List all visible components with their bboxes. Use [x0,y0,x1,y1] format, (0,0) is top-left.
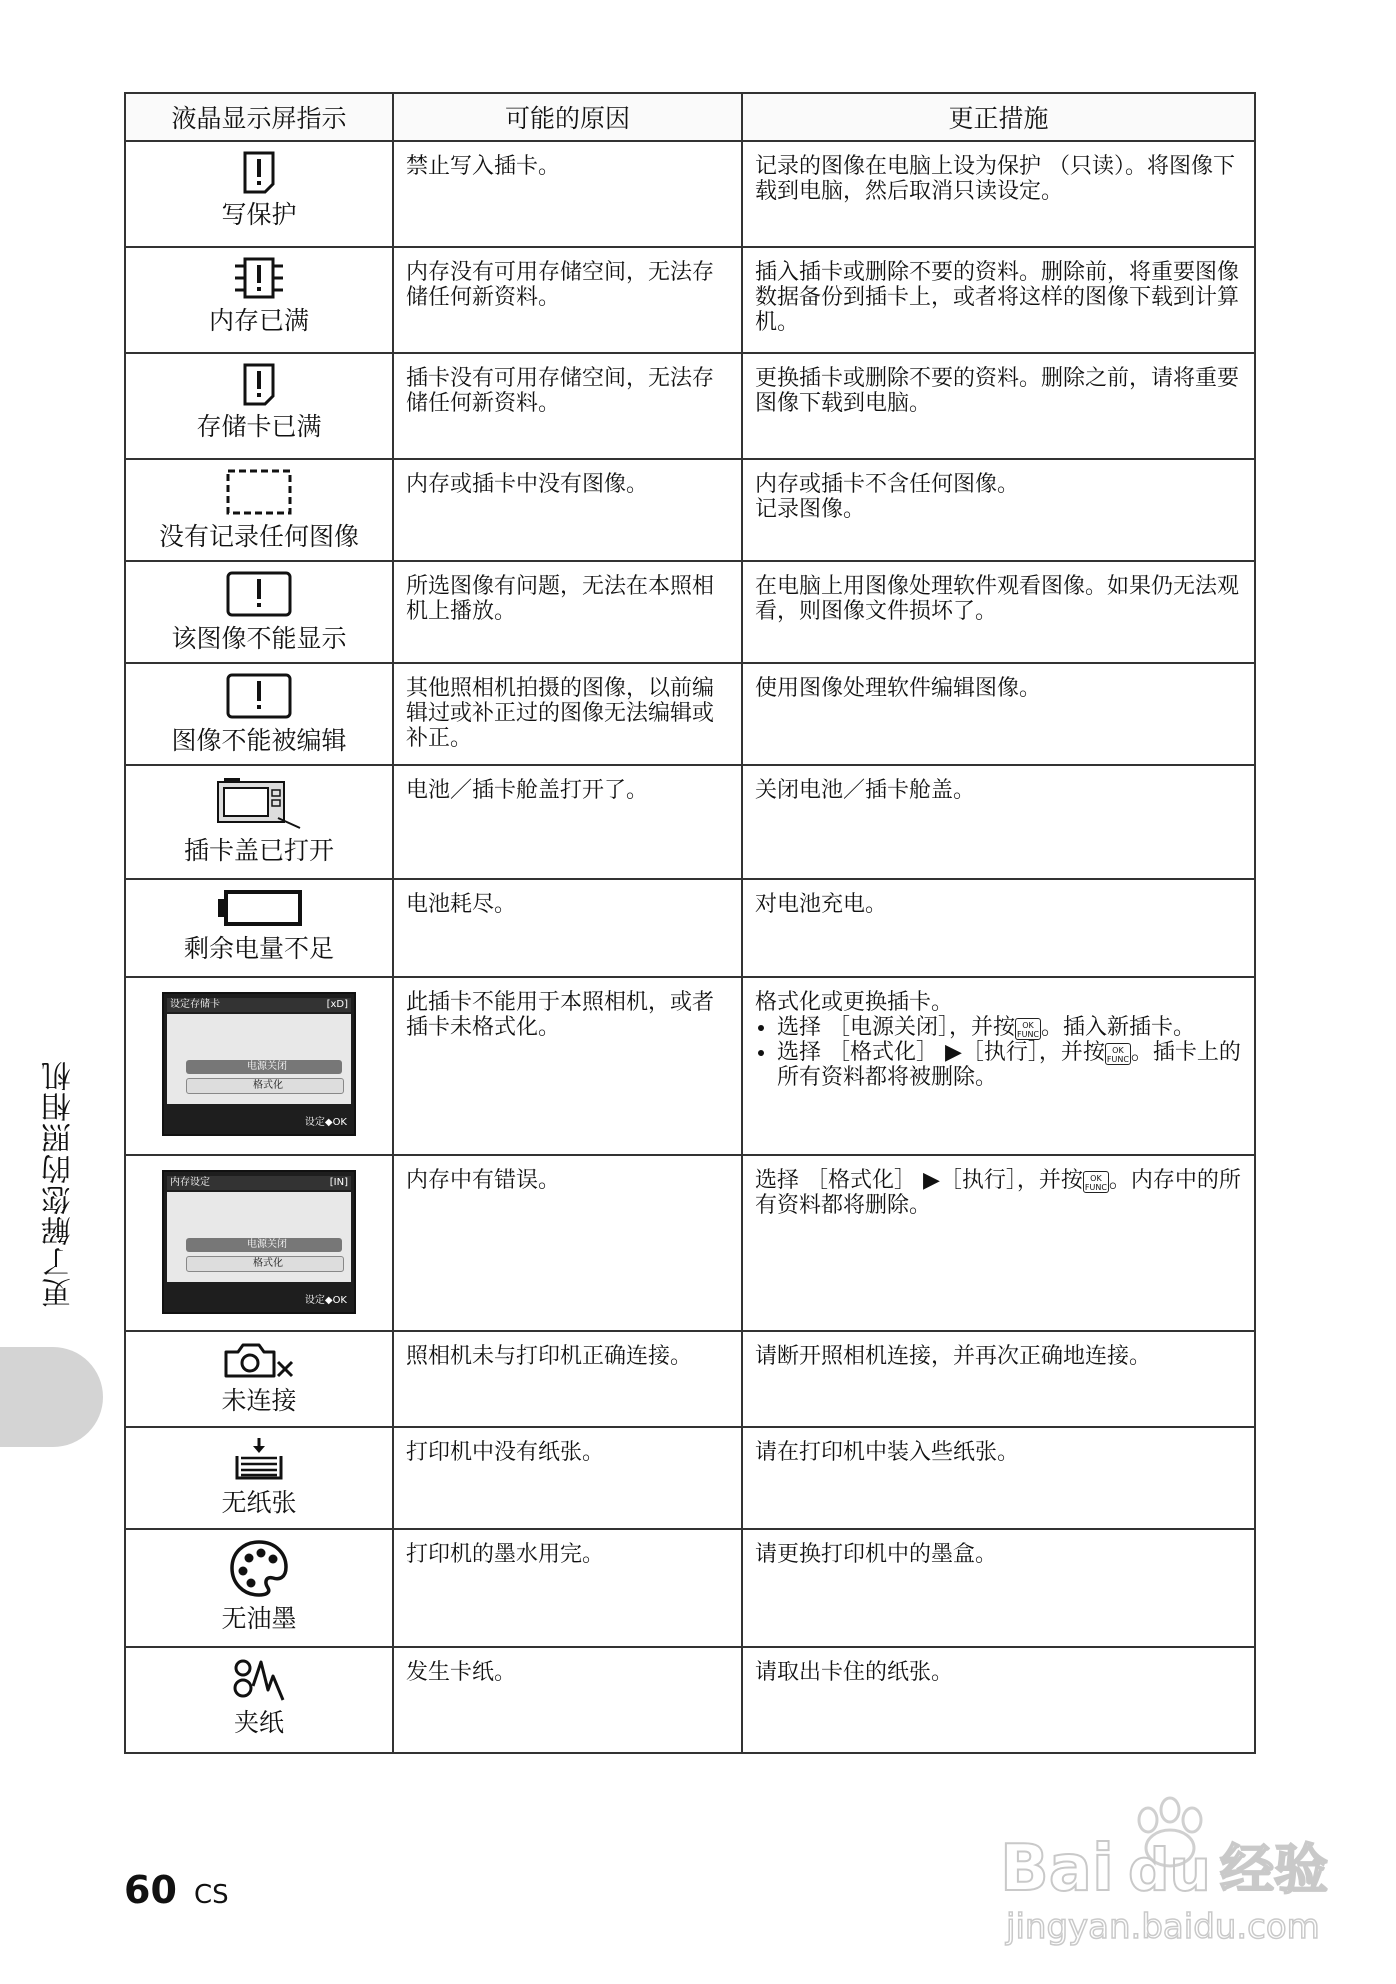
column-header-cause: 可能的原因 [393,93,742,141]
table-row [125,1331,1255,1427]
indicator-cell [125,977,393,1155]
ok-func-button-icon: OK FUNC [1083,1171,1109,1193]
table-header-row [125,93,1255,141]
card-write-protect-icon [242,150,276,194]
no-ink-icon [229,1538,289,1598]
table-row [125,879,1255,977]
table-row [125,141,1255,247]
remedy-cell: 记录的图像在电脑上设为保护 （只读）。将图像下载到电脑，然后取消只读设定。 [742,141,1255,247]
remedy-cell: 对电池充电。 [742,879,1255,977]
cause-cell: 所选图像有问题，无法在本照相机上播放。 [393,561,742,663]
remedy-text: 选择 ［格式化］ ▶［执行］，并按 [755,1168,1083,1193]
screen-title: 内存设定 [170,1177,210,1188]
ok-func-button-icon: OK FUNC [1105,1043,1131,1065]
remedy-cell [742,459,1255,561]
watermark-url: jingyan.baidu.com [1006,1907,1320,1947]
screen-title-bar [167,998,351,1012]
remedy-step [777,1040,1242,1090]
cause-cell: 内存没有可用存储空间，无法存储任何新资料。 [393,247,742,353]
menu-option-power-off: 电源关闭 [186,1060,342,1074]
no-paper-icon [229,1436,289,1482]
step-text: 。插入新插卡。 [1041,1015,1196,1040]
screen-badge: [xD] [326,999,348,1010]
menu-option-format: 格式化 [186,1078,344,1094]
cause-cell: 发生卡纸。 [393,1647,742,1753]
remedy-cell: 请取出卡住的纸张。 [742,1647,1255,1753]
table-row [125,1647,1255,1753]
screen-footer: 设定◆OK [304,1117,347,1128]
baidu-watermark [1000,1790,1380,1950]
indicator-label: 剩余电量不足 [183,934,334,963]
indicator-cell [125,353,393,459]
watermark-sub: 经验 [1220,1838,1328,1901]
remedy-steps [755,1015,1242,1090]
indicator-cell [125,879,393,977]
menu-option-format: 格式化 [186,1256,344,1272]
no-picture-icon [225,468,293,516]
card-cover-open-icon [214,774,304,830]
indicator-label: 无油墨 [221,1604,297,1633]
indicator-label: 未连接 [221,1386,297,1415]
table-row [125,765,1255,879]
indicator-label: 写保护 [221,200,297,229]
remedy-cell: 更换插卡或删除不要的资料。删除之前，请将重要图像下载到电脑。 [742,353,1255,459]
table-row [125,1155,1255,1331]
indicator-label: 无纸张 [221,1488,297,1517]
step-text: 选择 ［格式化］ ▶［执行］，并按 [777,1040,1105,1065]
indicator-cell [125,561,393,663]
page-number: 60 [124,1868,177,1912]
cause-cell: 打印机中没有纸张。 [393,1427,742,1529]
table-row [125,247,1255,353]
screen-footer: 设定◆OK [304,1295,347,1306]
indicator-cell [125,663,393,765]
camera-disconnected-icon [222,1340,296,1380]
error-message-table [124,92,1256,1754]
remedy-intro: 格式化或更换插卡。 [755,990,954,1015]
column-header-remedy: 更正措施 [742,93,1255,141]
remedy-text: 。内存中的所有资料都将删除。 [755,1168,1241,1218]
screen-title-bar [167,1176,351,1190]
watermark-brand2: du [1128,1836,1211,1904]
memory-setup-screen [162,1170,356,1314]
table-row [125,663,1255,765]
indicator-label: 没有记录任何图像 [158,522,359,551]
indicator-cell [125,141,393,247]
screen-badge: [IN] [329,1177,348,1188]
indicator-cell [125,1647,393,1753]
cause-cell: 插卡没有可用存储空间，无法存储任何新资料。 [393,353,742,459]
indicator-cell [125,1529,393,1647]
indicator-cell [125,247,393,353]
remedy-cell: 关闭电池／插卡舱盖。 [742,765,1255,879]
picture-error-icon [225,672,293,720]
column-header-display: 液晶显示屏指示 [125,93,393,141]
screen-title: 设定存储卡 [170,999,220,1010]
indicator-cell [125,765,393,879]
cause-cell: 禁止写入插卡。 [393,141,742,247]
cause-cell: 电池／插卡舱盖打开了。 [393,765,742,879]
indicator-label: 内存已满 [208,306,309,335]
remedy-cell: 使用图像处理软件编辑图像。 [742,663,1255,765]
remedy-cell: 请更换打印机中的墨盒。 [742,1529,1255,1647]
step-text: 选择 ［电源关闭］，并按 [777,1015,1015,1040]
remedy-cell: 插入插卡或删除不要的资料。删除前，将重要图像数据备份到插卡上，或者将这样的图像下载到计算机。 [742,247,1255,353]
table-row [125,977,1255,1155]
card-full-icon [242,362,276,406]
step-text: 。插卡上的所有资料都将被删除。 [777,1040,1241,1090]
remedy-cell: 请断开照相机连接，并再次正确地连接。 [742,1331,1255,1427]
indicator-cell [125,1427,393,1529]
remedy-cell: 在电脑上用图像处理软件观看图像。如果仍无法观看，则图像文件损坏了。 [742,561,1255,663]
cause-cell: 照相机未与打印机正确连接。 [393,1331,742,1427]
cause-cell: 内存中有错误。 [393,1155,742,1331]
battery-empty-icon [214,888,304,928]
cause-cell: 电池耗尽。 [393,879,742,977]
remedy-cell: 请在打印机中装入些纸张。 [742,1427,1255,1529]
indicator-label: 夹纸 [233,1708,284,1737]
internal-memory-full-icon [232,256,286,300]
ok-func-button-icon: OK FUNC [1015,1018,1041,1040]
table-row [125,1529,1255,1647]
cause-cell: 此插卡不能用于本照相机，或者插卡未格式化。 [393,977,742,1155]
watermark-brand: Bai [1000,1832,1114,1906]
page-language: CS [194,1880,229,1910]
picture-error-icon [225,570,293,618]
menu-option-power-off: 电源关闭 [186,1238,342,1252]
paw-logo-icon [1000,1790,1380,1950]
indicator-label: 插卡盖已打开 [183,836,334,865]
remedy-line: 记录图像。 [755,497,866,522]
cause-cell: 内存或插卡中没有图像。 [393,459,742,561]
table-row [125,561,1255,663]
cause-cell: 其他照相机拍摄的图像，以前编辑过或补正过的图像无法编辑或补正。 [393,663,742,765]
remedy-cell [742,1155,1255,1331]
table-row [125,459,1255,561]
table-row [125,1427,1255,1529]
chapter-tab [0,1347,103,1447]
cause-cell: 打印机的墨水用完。 [393,1529,742,1647]
remedy-step [777,1015,1242,1040]
paper-jam-icon [231,1656,287,1702]
indicator-cell [125,1155,393,1331]
indicator-cell [125,459,393,561]
chapter-side-label: 更了解您的照相机 [42,1060,77,1308]
indicator-label: 存储卡已满 [196,412,322,441]
indicator-label: 图像不能被编辑 [171,726,347,755]
indicator-cell [125,1331,393,1427]
remedy-cell [742,977,1255,1155]
remedy-line: 内存或插卡不含任何图像。 [755,472,1020,497]
card-setup-screen [162,992,356,1136]
table-row [125,353,1255,459]
indicator-label: 该图像不能显示 [171,624,347,653]
